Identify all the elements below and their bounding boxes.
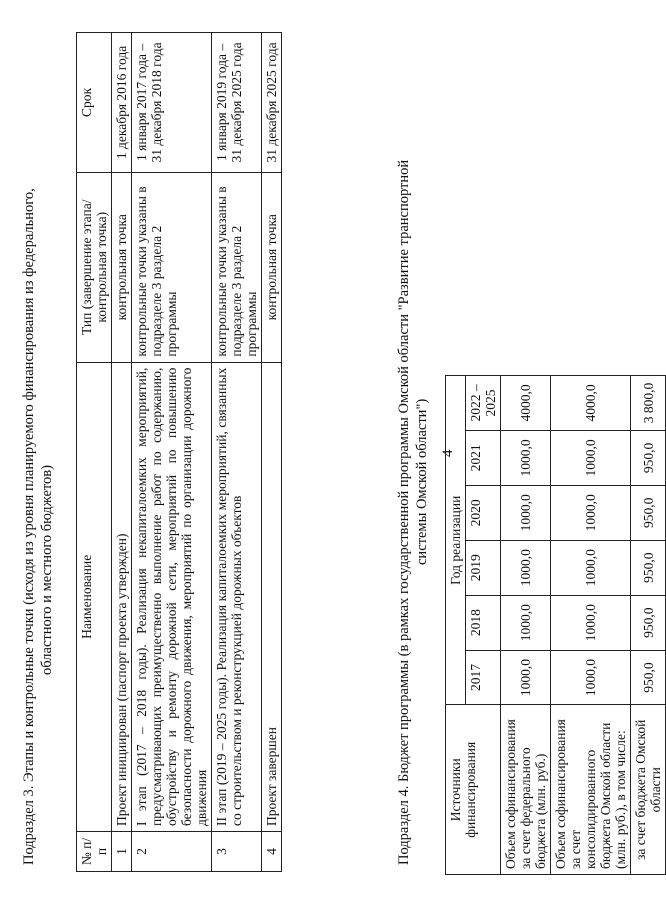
header-name: Наименование <box>77 362 112 831</box>
section3-title-cont: областного и местного бюджетов) <box>39 465 55 675</box>
cell-value: 4000,0 <box>501 376 551 431</box>
header-term: Срок <box>77 33 112 173</box>
table-row <box>631 376 666 875</box>
cell-value: 4000,0 <box>551 376 631 431</box>
cell-value: 1000,0 <box>551 540 631 595</box>
header-year: 2021 <box>466 430 501 485</box>
table-header-row <box>77 33 112 872</box>
cell-value: 950,0 <box>631 540 666 595</box>
row-num: 3 <box>212 832 262 872</box>
header-year: 2017 <box>466 650 501 705</box>
header-type: Тип (завершение этапа/контрольная точка) <box>77 172 112 362</box>
row-num: 1 <box>112 832 132 872</box>
row-source: за счет бюджета Омской области <box>631 705 666 875</box>
section3-title: Подраздел 3. Этапы и контрольные точки (исходя из уровня планируемого финансирования из федерального, <box>21 188 37 865</box>
row-num: 4 <box>262 832 282 872</box>
section4-title: Подраздел 4. Бюджет программы (в рамках государственной программы Омской области "Развитие транспортной <box>396 159 412 865</box>
row-type: контрольная точка <box>112 172 132 362</box>
cell-value: 1000,0 <box>501 595 551 650</box>
cell-value: 1000,0 <box>501 650 551 705</box>
stages-table <box>76 32 282 872</box>
cell-value: 950,0 <box>631 595 666 650</box>
table-row <box>262 33 282 872</box>
row-term: 31 декабря 2025 года <box>262 33 282 173</box>
cell-value: 1000,0 <box>551 430 631 485</box>
table-row <box>112 33 132 872</box>
cell-value: 1000,0 <box>501 540 551 595</box>
page-number: 4 <box>440 449 456 457</box>
table-header-row <box>446 376 466 875</box>
row-name: II этап (2019 – 2025 годы). Реализация капиталоемких мероприятий, связанных со строительством и реконструкцией дорожных объектов <box>212 362 262 831</box>
header-year: 2018 <box>466 595 501 650</box>
row-source: Объем софинансирования за счет консолидированного бюджета Омской области (млн. руб.), в том числе: <box>551 705 631 875</box>
cell-value: 3 800,0 <box>631 376 666 431</box>
header-year: 2022 – 2025 <box>466 376 501 431</box>
cell-value: 1000,0 <box>501 485 551 540</box>
table-row <box>212 33 262 872</box>
row-type: контрольные точки указаны в подразделе 3 раздела 2 программы <box>132 172 212 362</box>
cell-value: 1000,0 <box>551 595 631 650</box>
header-source: Источники финансирования <box>446 705 501 875</box>
header-year: 2019 <box>466 540 501 595</box>
row-name: Проект инициирован (паспорт проекта утвержден) <box>112 362 132 831</box>
cell-value: 1000,0 <box>501 430 551 485</box>
row-type: контрольные точки указаны в подразделе 3 раздела 2 программы <box>212 172 262 362</box>
cell-value: 1000,0 <box>551 650 631 705</box>
section4-title-cont: системы Омской области") <box>414 398 430 565</box>
row-source: Объем софинансирования за счет федерального бюджета (млн. руб.) <box>501 705 551 875</box>
row-term: 1 января 2017 года – 31 декабря 2018 года <box>132 33 212 173</box>
row-name: I этап (2017 – 2018 годы). Реализация некапиталоемких мероприятий, предусматривающих преимущественно выполнение работ по содержанию, обустройству и ремонту дорожной сети, мероприятий по повышению безопасности дорожного движения, мероприятий по организации дорожного движения <box>132 362 212 831</box>
table-row <box>501 376 551 875</box>
header-num: № п/п <box>77 832 112 872</box>
table-row <box>551 376 631 875</box>
cell-value: 950,0 <box>631 430 666 485</box>
row-term: 1 января 2019 года – 31 декабря 2025 года <box>212 33 262 173</box>
cell-value: 1000,0 <box>551 485 631 540</box>
budget-table <box>445 375 666 875</box>
row-term: 1 декабря 2016 года <box>112 33 132 173</box>
row-name: Проект завершен <box>262 362 282 831</box>
cell-value: 950,0 <box>631 650 666 705</box>
header-year: 2020 <box>466 485 501 540</box>
row-num: 2 <box>132 832 212 872</box>
table-row <box>132 33 212 872</box>
cell-value: 950,0 <box>631 485 666 540</box>
row-type: контрольная точка <box>262 172 282 362</box>
header-year-group: Год реализации <box>446 376 466 706</box>
